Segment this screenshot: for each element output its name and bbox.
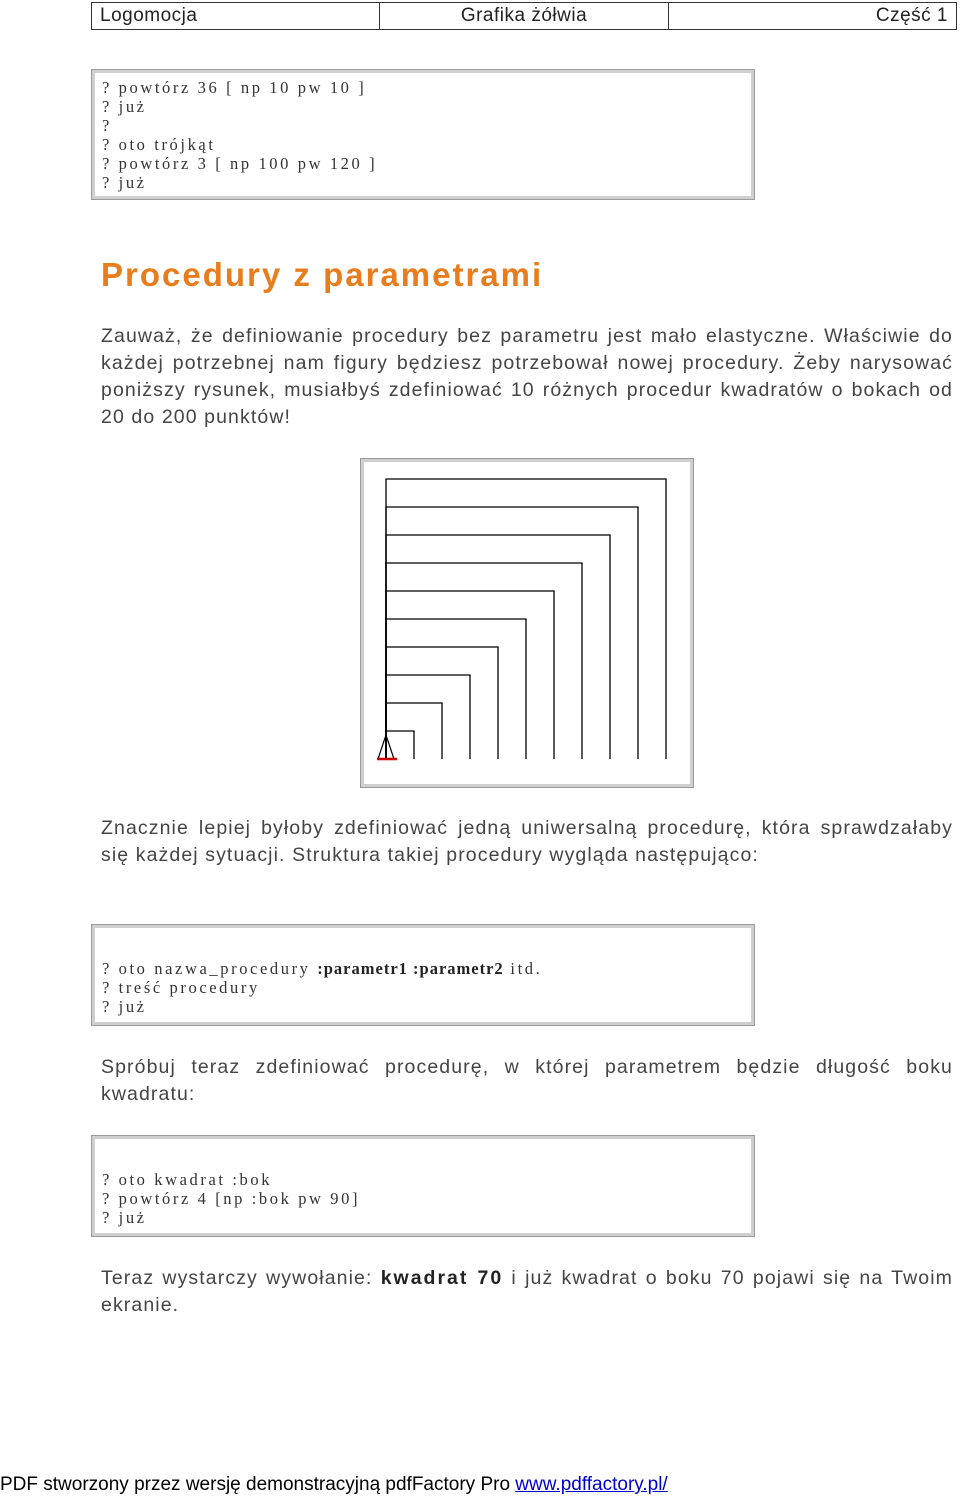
code-box-square bbox=[91, 1135, 755, 1237]
paragraph-intro: Zauważ, że definiowanie procedury bez parametru jest mało elastyczne. Właściwie do każdej potrzebnej nam figury będziesz potrzebował nowej procedury. Żeby narysować poniższy rysunek, musiałbyś zdefiniować 10 różnych procedur kwadratów o bokach od 20 do 200 punktów! bbox=[101, 325, 953, 428]
code-line: ? już bbox=[102, 97, 147, 116]
code-line: ? powtórz 4 [np :bok pw 90] bbox=[102, 1189, 361, 1208]
code-text: ? oto nazwa_procedury bbox=[102, 959, 318, 978]
code-line: ? powtórz 36 [ np 10 pw 10 ] bbox=[102, 78, 367, 97]
call-command: kwadrat 70 bbox=[380, 1267, 504, 1289]
footer-text: PDF stworzony przez wersję demonstracyjną pdfFactory Pro bbox=[0, 1474, 516, 1495]
call-text-before: Teraz wystarczy wywołanie: bbox=[101, 1267, 381, 1289]
paragraph-try-now: Spróbuj teraz zdefiniować procedurę, w której parametrem będzie długość boku kwadratu: bbox=[101, 1056, 953, 1105]
paragraph-call-example bbox=[101, 1265, 953, 1319]
section-title: Procedury z parametrami bbox=[101, 256, 544, 293]
square-outline bbox=[386, 675, 470, 759]
square-outline bbox=[386, 731, 414, 759]
footer-link[interactable]: www.pdffactory.pl/ bbox=[515, 1474, 668, 1495]
code-parameters: :parametr1 :parametr2 bbox=[317, 959, 504, 978]
square-outline bbox=[386, 619, 526, 759]
square-outline bbox=[386, 507, 638, 759]
page-header bbox=[91, 2, 957, 30]
code-box-top bbox=[91, 69, 755, 200]
code-line: ? treść procedury bbox=[102, 978, 260, 997]
pdf-footer bbox=[0, 1474, 668, 1496]
code-line: ? oto trójkąt bbox=[102, 135, 216, 154]
nested-squares-drawing bbox=[361, 459, 693, 787]
header-part: Część 1 bbox=[668, 3, 956, 29]
paragraph-better-approach: Znacznie lepiej byłoby zdefiniować jedną uniwersalną procedurę, która sprawdzałaby się każdej sytuacji. Struktura takiej procedury wygląda następująco: bbox=[101, 817, 953, 866]
code-line: ? już bbox=[102, 997, 147, 1016]
code-line: ? oto kwadrat :bok bbox=[102, 1170, 273, 1189]
header-app-name: Logomocja bbox=[100, 5, 198, 26]
code-box-structure bbox=[91, 924, 755, 1026]
square-outline bbox=[386, 563, 582, 759]
code-line: ? już bbox=[102, 1208, 147, 1227]
turtle-icon bbox=[377, 735, 397, 759]
code-line-definition bbox=[102, 959, 744, 978]
call-text-after: i już kwadrat o boku 70 pojawi się na Twoim ekranie. bbox=[101, 1267, 954, 1316]
code-line: ? powtórz 3 [ np 100 pw 120 ] bbox=[102, 154, 378, 173]
code-line: ? już bbox=[102, 173, 147, 192]
header-topic: Grafika żółwia bbox=[379, 3, 667, 29]
nested-squares-figure bbox=[360, 458, 694, 788]
code-text: itd. bbox=[503, 959, 543, 978]
code-line: ? bbox=[102, 116, 112, 135]
